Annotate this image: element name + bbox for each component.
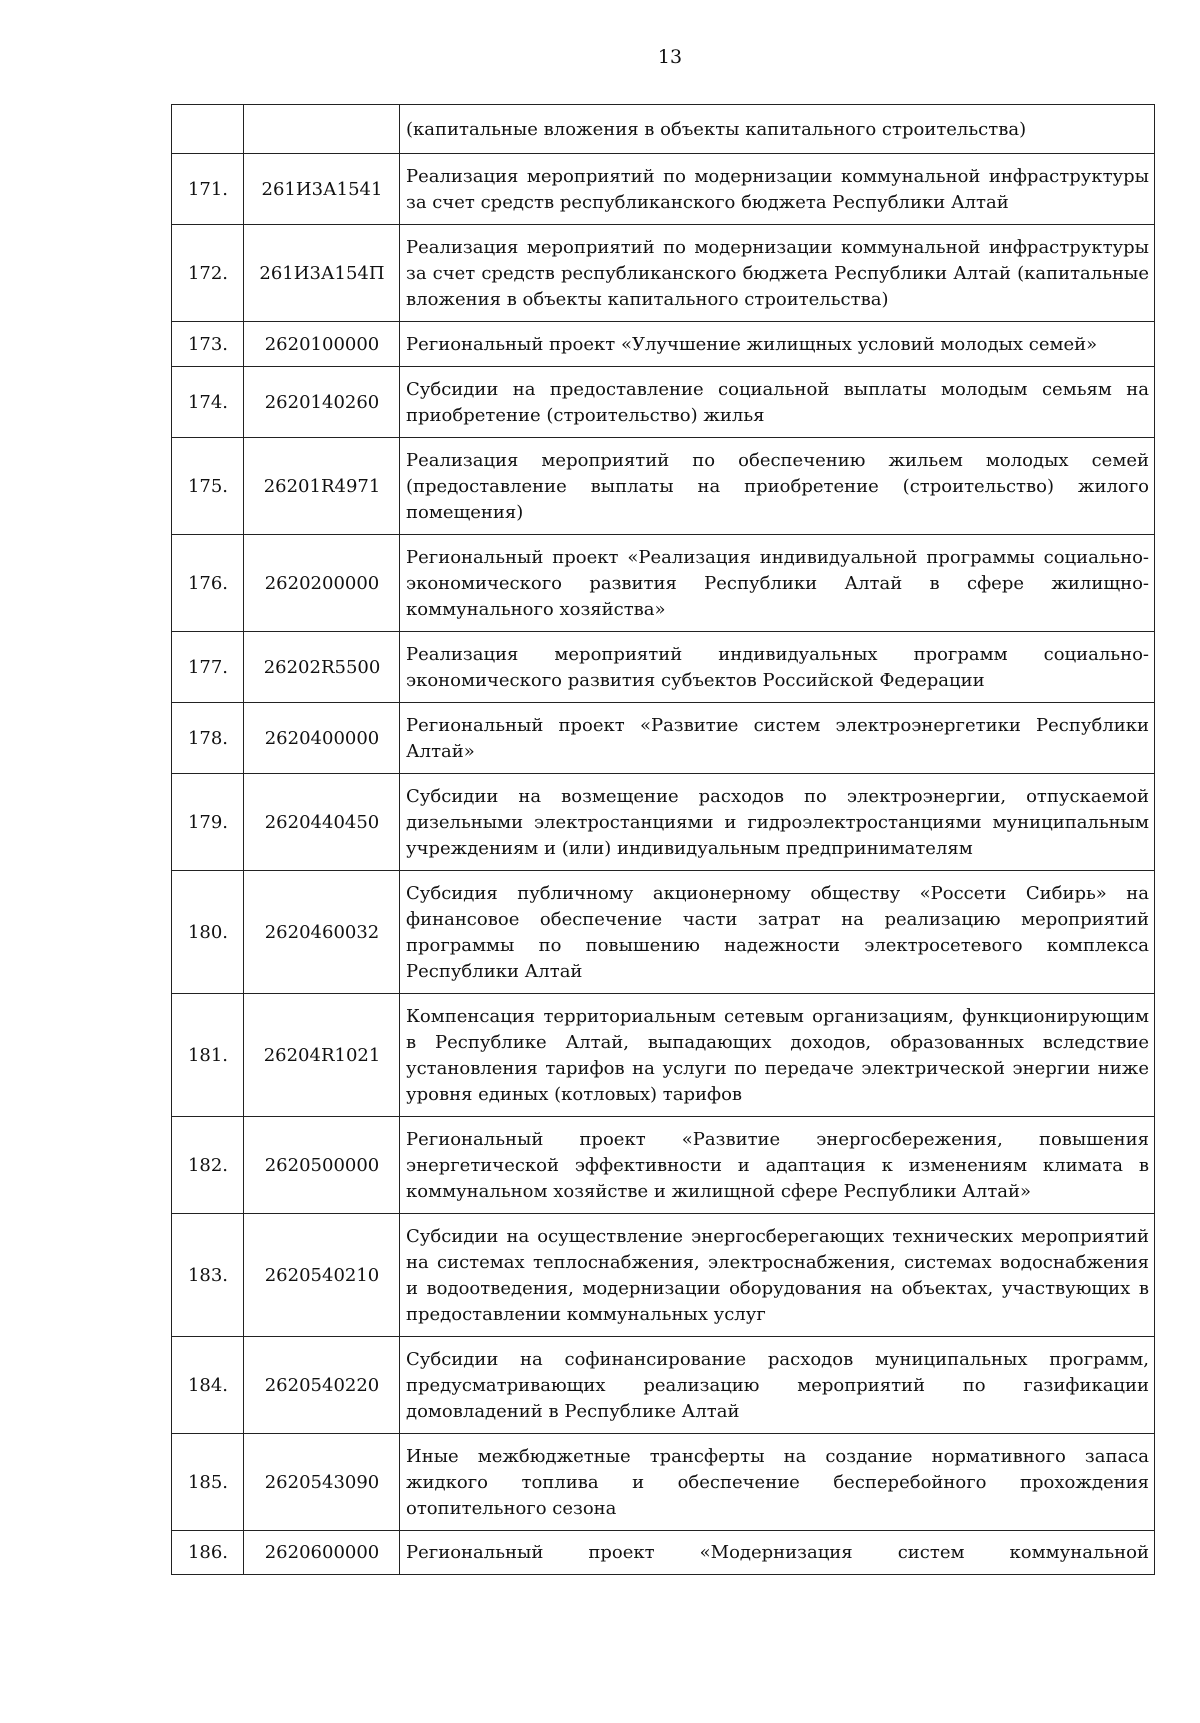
row-name: Региональный проект «Развитие энергосбережения, повышения энергетической эффективности и адаптация к изменениям климата в коммунальном хозяйстве и жилищной сфере Республики Алтай» (400, 1117, 1155, 1214)
row-number: 185. (172, 1434, 244, 1531)
row-name: Иные межбюджетные трансферты на создание нормативного запаса жидкого топлива и обеспечение бесперебойного прохождения отопительного сезона (400, 1434, 1155, 1531)
row-name: Субсидии на софинансирование расходов муниципальных программ, предусматривающих реализацию мероприятий по газификации домовладений в Республике Алтай (400, 1337, 1155, 1434)
row-name: Региональный проект «Улучшение жилищных условий молодых семей» (400, 322, 1155, 367)
table-row (172, 438, 1155, 535)
row-code: 2620440450 (244, 774, 400, 871)
row-name: Региональный проект «Реализация индивидуальной программы социально-экономического развития Республики Алтай в сфере жилищно-коммунального хозяйства» (400, 535, 1155, 632)
row-number: 172. (172, 225, 244, 322)
row-name: Реализация мероприятий индивидуальных программ социально-экономического развития субъектов Российской Федерации (400, 632, 1155, 703)
table-row (172, 994, 1155, 1117)
row-code: 2620500000 (244, 1117, 400, 1214)
row-code: 2620540210 (244, 1214, 400, 1337)
table-body (172, 105, 1155, 1575)
row-number: 177. (172, 632, 244, 703)
table-row (172, 1214, 1155, 1337)
row-name: Субсидии на осуществление энергосберегающих технических мероприятий на системах теплоснабжения, электроснабжения, системах водоснабжения и водоотведения, модернизации оборудования на объектах, участвующих в предоставлении коммунальных услуг (400, 1214, 1155, 1337)
row-code: 2620140260 (244, 367, 400, 438)
row-name: (капитальные вложения в объекты капитального строительства) (400, 105, 1155, 154)
row-number: 171. (172, 154, 244, 225)
row-code: 26202R5500 (244, 632, 400, 703)
row-number: 178. (172, 703, 244, 774)
row-number (172, 105, 244, 154)
row-code: 26204R1021 (244, 994, 400, 1117)
row-code: 2620200000 (244, 535, 400, 632)
row-number: 182. (172, 1117, 244, 1214)
row-number: 180. (172, 871, 244, 994)
row-name: Региональный проект «Модернизация систем коммунальной (400, 1531, 1155, 1575)
row-number: 186. (172, 1531, 244, 1575)
table-row (172, 322, 1155, 367)
row-number: 183. (172, 1214, 244, 1337)
row-number: 181. (172, 994, 244, 1117)
row-name: Региональный проект «Развитие систем электроэнергетики Республики Алтай» (400, 703, 1155, 774)
row-code: 2620600000 (244, 1531, 400, 1575)
row-name: Субсидии на возмещение расходов по электроэнергии, отпускаемой дизельными электростанциями и гидроэлектростанциями муниципальным учреждениям и (или) индивидуальным предпринимателям (400, 774, 1155, 871)
table-row (172, 535, 1155, 632)
table-row (172, 1531, 1155, 1575)
row-code: 2620400000 (244, 703, 400, 774)
budget-codes-table (171, 104, 1155, 1575)
table-row (172, 703, 1155, 774)
row-code: 2620543090 (244, 1434, 400, 1531)
row-number: 179. (172, 774, 244, 871)
row-name: Субсидии на предоставление социальной выплаты молодым семьям на приобретение (строительство) жилья (400, 367, 1155, 438)
row-number: 174. (172, 367, 244, 438)
row-number: 175. (172, 438, 244, 535)
row-name: Субсидия публичному акционерному обществу «Россети Сибирь» на финансовое обеспечение части затрат на реализацию мероприятий программы по повышению надежности электросетевого комплекса Республики Алтай (400, 871, 1155, 994)
table-row (172, 1117, 1155, 1214)
page-number: 13 (657, 46, 683, 68)
row-name: Реализация мероприятий по обеспечению жильем молодых семей (предоставление выплаты на приобретение (строительство) жилого помещения) (400, 438, 1155, 535)
table-row (172, 1337, 1155, 1434)
table-row (172, 1434, 1155, 1531)
row-name: Реализация мероприятий по модернизации коммунальной инфраструктуры за счет средств республиканского бюджета Республики Алтай (капитальные вложения в объекты капитального строительства) (400, 225, 1155, 322)
row-code: 2620460032 (244, 871, 400, 994)
table-row (172, 871, 1155, 994)
table-row (172, 367, 1155, 438)
row-code: 261И3А1541 (244, 154, 400, 225)
row-name: Реализация мероприятий по модернизации коммунальной инфраструктуры за счет средств республиканского бюджета Республики Алтай (400, 154, 1155, 225)
row-number: 176. (172, 535, 244, 632)
row-code: 2620540220 (244, 1337, 400, 1434)
row-code: 26201R4971 (244, 438, 400, 535)
table-row (172, 225, 1155, 322)
table-row (172, 154, 1155, 225)
row-code: 2620100000 (244, 322, 400, 367)
table-row (172, 105, 1155, 154)
row-number: 184. (172, 1337, 244, 1434)
row-code: 261И3А154П (244, 225, 400, 322)
row-code (244, 105, 400, 154)
row-number: 173. (172, 322, 244, 367)
table-row (172, 774, 1155, 871)
table-row (172, 632, 1155, 703)
row-name: Компенсация территориальным сетевым организациям, функционирующим в Республике Алтай, выпадающих доходов, образованных вследствие установления тарифов на услуги по передаче электрической энергии ниже уровня единых (котловых) тарифов (400, 994, 1155, 1117)
